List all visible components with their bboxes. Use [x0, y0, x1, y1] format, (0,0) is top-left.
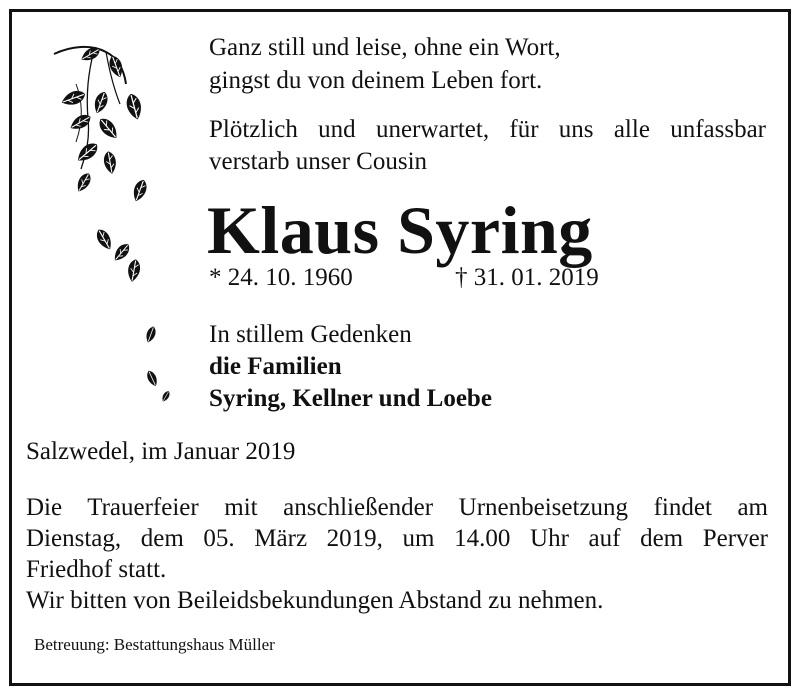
funeral-line-2: Dienstag, dem 05. März 2019, um 14.00 Uhr auf dem Perver: [26, 525, 768, 552]
place-date: Salzwedel, im Januar 2019: [26, 438, 296, 465]
funeral-line-4: Wir bitten von Beileidsbekundungen Abstand zu nehmen.: [26, 587, 604, 614]
intro-line-2: verstarb unser Cousin: [209, 148, 428, 175]
funeral-line-3: Friedhof statt.: [26, 556, 167, 583]
death-date: † 31. 01. 2019: [455, 264, 599, 291]
poem-line-2: gingst du von deinem Leben fort.: [209, 67, 543, 94]
birth-date: * 24. 10. 1960: [209, 264, 353, 291]
poem-line-1: Ganz still und leise, ohne ein Wort,: [209, 34, 561, 61]
funeral-info: [26, 492, 768, 616]
falling-leaf-icon: [140, 318, 170, 408]
funeral-home: Betreuung: Bestattungshaus Müller: [34, 635, 275, 654]
mourners-intro: In stillem Gedenken: [209, 321, 412, 348]
mourners-names: Syring, Kellner und Loebe: [209, 385, 492, 412]
mourners-families: die Familien: [209, 353, 342, 380]
intro-line-1: Plötzlich und unerwartet, für uns alle unfassbar: [209, 116, 766, 143]
deceased-name: Klaus Syring: [207, 192, 593, 268]
funeral-line-1: Die Trauerfeier mit anschließender Urnenbeisetzung findet am: [26, 494, 768, 521]
